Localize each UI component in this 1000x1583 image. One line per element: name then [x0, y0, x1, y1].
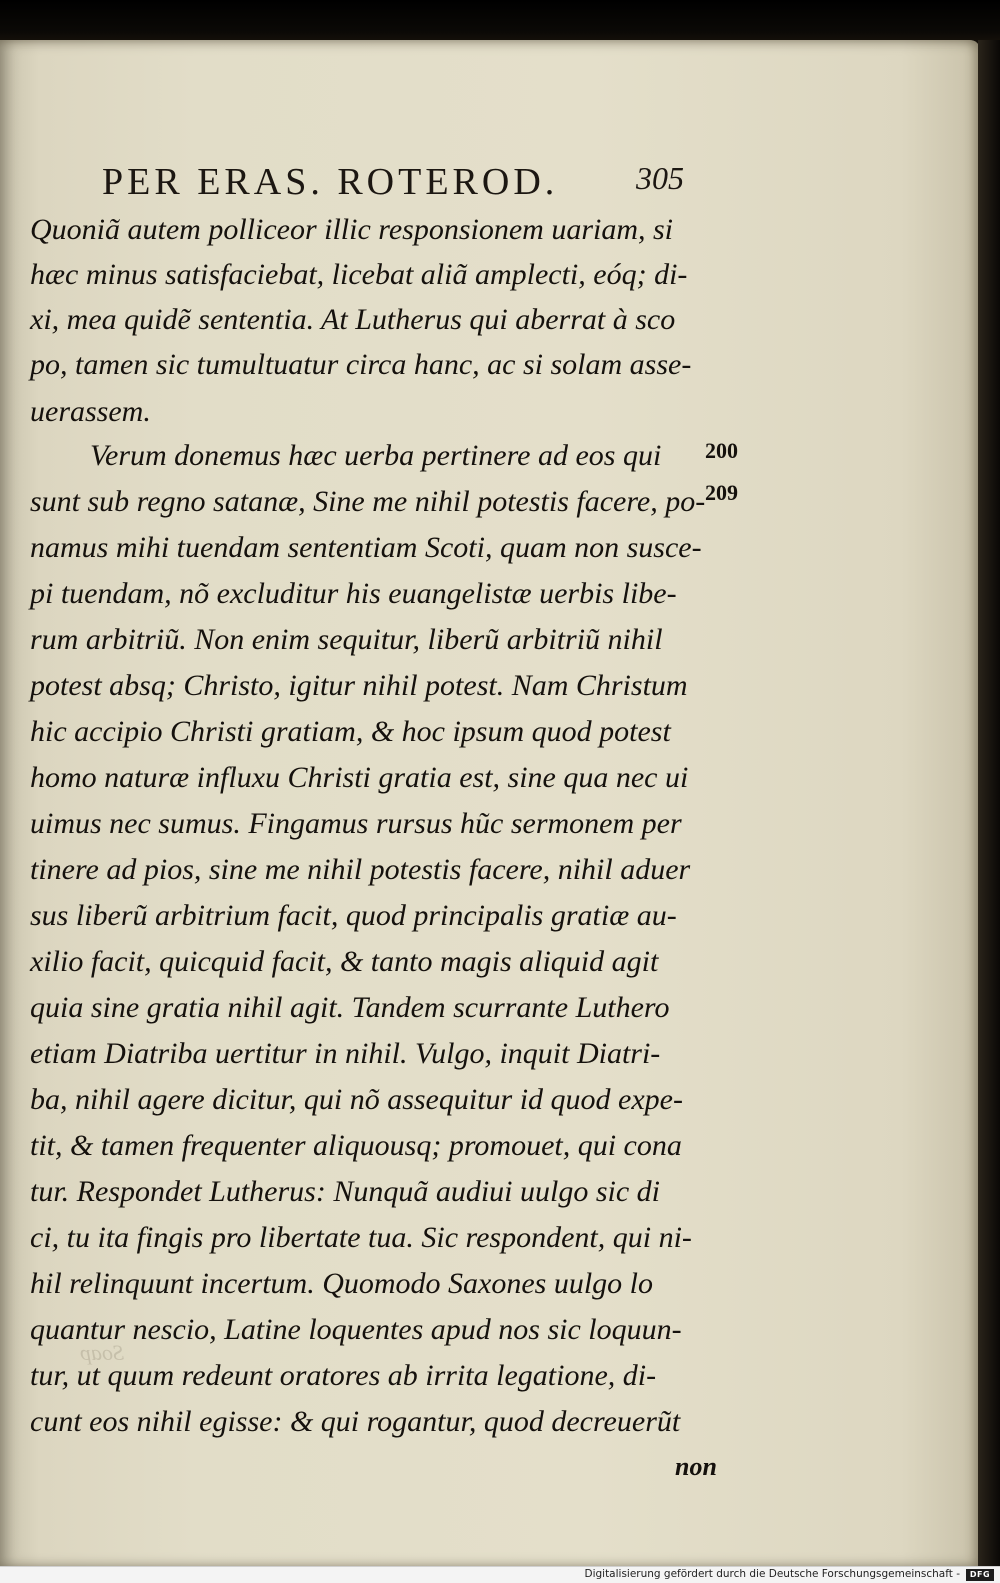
- bleed-through-mark: Soap: [80, 1340, 124, 1365]
- text-line: hic accipio Christi gratiam, & hoc ipsum quod potest: [30, 715, 671, 748]
- text-line: tit, & tamen frequenter aliquousq; promouet, qui cona: [30, 1129, 682, 1162]
- text-line: hæc minus satisfaciebat, licebat aliã amplecti, eóq; di-: [30, 258, 688, 291]
- running-head: PER ERAS. ROTEROD.: [102, 161, 559, 203]
- text-line: xilio facit, quicquid facit, & tanto magis aliquid agit: [30, 945, 659, 978]
- text-line: sus liberũ arbitrium facit, quod principalis gratiæ au-: [30, 899, 677, 932]
- text-line: namus mihi tuendam sententiam Scoti, quam non susce-: [30, 531, 702, 564]
- text-line: uerassem.: [30, 395, 151, 428]
- funding-credit: Digitalisierung gefördert durch die Deutsche Forschungsgemeinschaft -: [584, 1568, 960, 1580]
- text-line: quia sine gratia nihil agit. Tandem scurrante Luthero: [30, 991, 670, 1024]
- text-line: sunt sub regno satanæ, Sine me nihil potestis facere, po-: [30, 485, 706, 518]
- footer-bar: [0, 1566, 1000, 1583]
- book-right-edge: [978, 40, 1000, 1568]
- text-line: rum arbitriũ. Non enim sequitur, liberũ arbitriũ nihil: [30, 623, 663, 656]
- text-line: Verum donemus hæc uerba pertinere ad eos qui: [90, 439, 662, 472]
- dfg-logo: DFG: [966, 1569, 994, 1581]
- text-line: homo naturæ influxu Christi gratia est, sine qua nec ui: [30, 761, 689, 794]
- text-line: uimus nec sumus. Fingamus rursus hũc sermonem per: [30, 807, 682, 840]
- text-line: tinere ad pios, sine me nihil potestis facere, nihil aduer: [30, 853, 691, 886]
- page-number: 305: [636, 160, 684, 196]
- text-line: po, tamen sic tumultuatur circa hanc, ac si solam asse-: [30, 348, 692, 381]
- text-line: tur. Respondet Lutherus: Nunquã audiui uulgo sic di: [30, 1175, 660, 1208]
- text-line: etiam Diatriba uertitur in nihil. Vulgo, inquit Diatri-: [30, 1037, 661, 1070]
- margin-note: 209: [705, 480, 738, 505]
- text-line: pi tuendam, nõ excluditur his euangelistæ uerbis libe-: [30, 577, 677, 610]
- text-line: Quoniã autem polliceor illic responsionem uariam, si: [30, 213, 674, 246]
- catchword: non: [675, 1452, 717, 1481]
- text-line: ba, nihil agere dicitur, qui nõ assequitur id quod expe-: [30, 1083, 683, 1116]
- text-line: ci, tu ita fingis pro libertate tua. Sic respondent, qui ni-: [30, 1221, 692, 1254]
- text-line: tur, ut quum redeunt oratores ab irrita legatione, di-: [30, 1359, 657, 1392]
- text-line: hil relinquunt incertum. Quomodo Saxones uulgo lo: [30, 1267, 653, 1300]
- text-line: potest absq; Christo, igitur nihil potest. Nam Christum: [30, 669, 688, 702]
- text-line: quantur nescio, Latine loquentes apud nos sic loquun-: [30, 1313, 682, 1346]
- margin-note: 200: [705, 438, 738, 463]
- text-line: xi, mea quidẽ sententia. At Lutherus qui aberrat à sco: [30, 303, 676, 336]
- text-line: cunt eos nihil egisse: & qui rogantur, quod decreuerũt: [30, 1405, 681, 1438]
